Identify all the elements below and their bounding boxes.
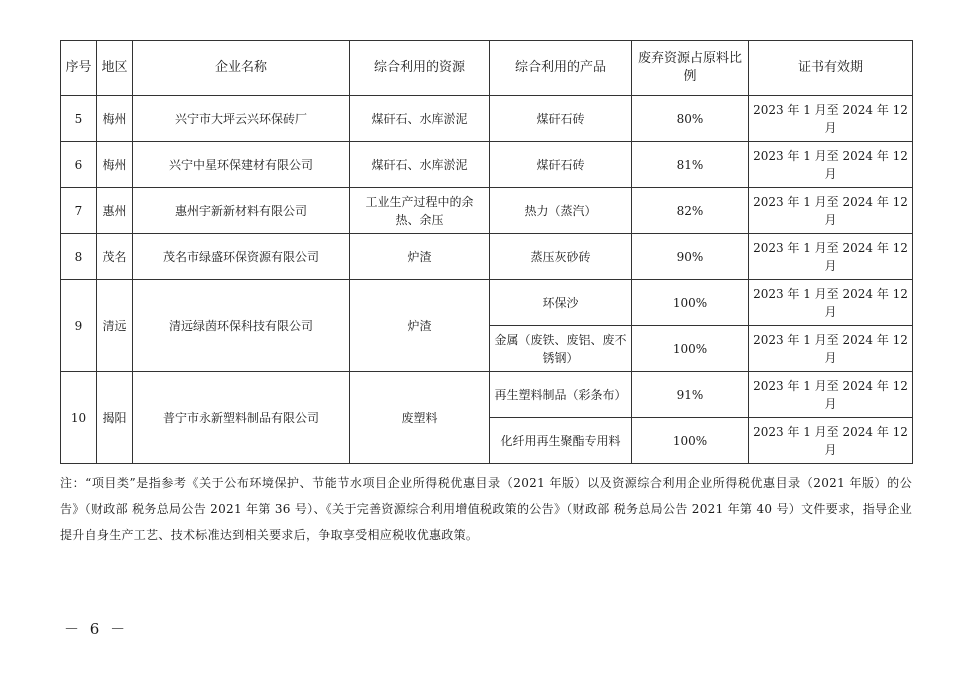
header-product: 综合利用的产品 xyxy=(490,41,632,96)
cell-seq: 8 xyxy=(61,234,97,280)
cell-region: 清远 xyxy=(97,280,133,372)
cell-company: 茂名市绿盛环保资源有限公司 xyxy=(133,234,350,280)
enterprise-table xyxy=(60,40,913,464)
cell-product: 煤矸石砖 xyxy=(490,96,632,142)
cell-company: 普宁市永新塑料制品有限公司 xyxy=(133,372,350,464)
cell-product: 金属（废铁、废铝、废不锈钢） xyxy=(490,326,632,372)
cell-product: 热力（蒸汽） xyxy=(490,188,632,234)
cell-validity: 2023 年 1 月至 2024 年 12 月 xyxy=(749,188,913,234)
table-row xyxy=(61,142,913,188)
table-row xyxy=(61,280,913,326)
cell-resource: 工业生产过程中的余热、余压 xyxy=(350,188,490,234)
cell-seq: 7 xyxy=(61,188,97,234)
cell-validity: 2023 年 1 月至 2024 年 12 月 xyxy=(749,280,913,326)
cell-product: 煤矸石砖 xyxy=(490,142,632,188)
footnote: 注：“项目类”是指参考《关于公布环境保护、节能节水项目企业所得税优惠目录（2021 年版）以及资源综合利用企业所得税优惠目录（2021 年版）的公告》（财政部 税务总局公告 2021 年第 36 号）、《关于完善资源综合利用增值税政策的公告》（财政部 税务总局公告 2021 年第 40 号）文件要求，指导企业提升自身生产工艺、技术标准达到相关要求后，争取享受相应税收优惠政策。 xyxy=(60,476,912,542)
cell-region: 惠州 xyxy=(97,188,133,234)
cell-region: 揭阳 xyxy=(97,372,133,464)
cell-ratio: 81% xyxy=(632,142,749,188)
cell-product: 环保沙 xyxy=(490,280,632,326)
header-validity: 证书有效期 xyxy=(749,41,913,96)
cell-seq: 10 xyxy=(61,372,97,464)
cell-product: 化纤用再生聚酯专用料 xyxy=(490,418,632,464)
cell-ratio: 80% xyxy=(632,96,749,142)
cell-company: 惠州宇新新材料有限公司 xyxy=(133,188,350,234)
cell-seq: 6 xyxy=(61,142,97,188)
page-number: － 6 － xyxy=(64,620,129,638)
cell-ratio: 100% xyxy=(632,326,749,372)
cell-seq: 9 xyxy=(61,280,97,372)
cell-validity: 2023 年 1 月至 2024 年 12 月 xyxy=(749,142,913,188)
cell-ratio: 90% xyxy=(632,234,749,280)
cell-resource: 煤矸石、水库淤泥 xyxy=(350,142,490,188)
cell-validity: 2023 年 1 月至 2024 年 12 月 xyxy=(749,326,913,372)
cell-ratio: 82% xyxy=(632,188,749,234)
cell-ratio: 91% xyxy=(632,372,749,418)
table-row xyxy=(61,234,913,280)
table-row xyxy=(61,96,913,142)
cell-seq: 5 xyxy=(61,96,97,142)
cell-validity: 2023 年 1 月至 2024 年 12 月 xyxy=(749,418,913,464)
table-row xyxy=(61,372,913,418)
table-row xyxy=(61,188,913,234)
cell-validity: 2023 年 1 月至 2024 年 12 月 xyxy=(749,372,913,418)
header-resource: 综合利用的资源 xyxy=(350,41,490,96)
cell-resource: 炉渣 xyxy=(350,280,490,372)
cell-ratio: 100% xyxy=(632,280,749,326)
cell-company: 兴宁市大坪云兴环保砖厂 xyxy=(133,96,350,142)
header-region: 地区 xyxy=(97,41,133,96)
cell-product: 蒸压灰砂砖 xyxy=(490,234,632,280)
table-header-row xyxy=(61,41,913,96)
cell-region: 梅州 xyxy=(97,96,133,142)
cell-company: 清远绿茵环保科技有限公司 xyxy=(133,280,350,372)
cell-company: 兴宁中星环保建材有限公司 xyxy=(133,142,350,188)
cell-resource: 煤矸石、水库淤泥 xyxy=(350,96,490,142)
cell-validity: 2023 年 1 月至 2024 年 12 月 xyxy=(749,96,913,142)
cell-product: 再生塑料制品（彩条布） xyxy=(490,372,632,418)
header-company: 企业名称 xyxy=(133,41,350,96)
cell-region: 梅州 xyxy=(97,142,133,188)
cell-validity: 2023 年 1 月至 2024 年 12 月 xyxy=(749,234,913,280)
header-ratio: 废弃资源占原料比例 xyxy=(632,41,749,96)
cell-ratio: 100% xyxy=(632,418,749,464)
cell-resource: 炉渣 xyxy=(350,234,490,280)
cell-region: 茂名 xyxy=(97,234,133,280)
header-seq: 序号 xyxy=(61,41,97,96)
cell-resource: 废塑料 xyxy=(350,372,490,464)
